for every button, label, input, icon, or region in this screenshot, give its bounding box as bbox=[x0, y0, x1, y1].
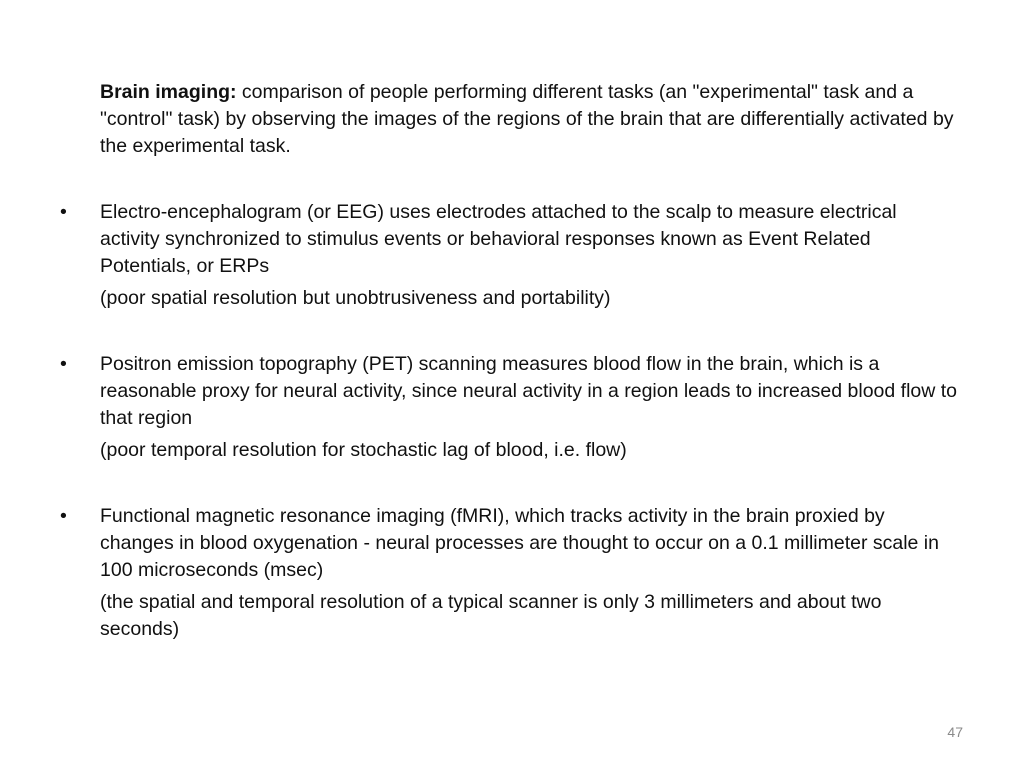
page-number: 47 bbox=[947, 724, 963, 740]
bullet-text: Electro-encephalogram (or EEG) uses electrodes attached to the scalp to measure electrical activity synchronized to stimulus events or behavioral responses known as Event Related Potentials, or ERPs bbox=[100, 201, 897, 277]
bullet-pet bbox=[60, 351, 960, 464]
intro-paragraph bbox=[100, 79, 960, 160]
slide-content bbox=[60, 79, 960, 643]
bullet-text: Positron emission topography (PET) scanning measures blood flow in the brain, which is a reasonable proxy for neural activity, since neural activity in a region leads to increased blood flow to that region bbox=[100, 353, 958, 429]
bullet-marker: • bbox=[60, 353, 67, 375]
bullet-note: (the spatial and temporal resolution of a typical scanner is only 3 millimeters and about two seconds) bbox=[100, 591, 882, 640]
bullet-note: (poor spatial resolution but unobtrusiveness and portability) bbox=[100, 287, 611, 309]
intro-lead: Brain imaging: bbox=[100, 81, 237, 103]
bullet-fmri bbox=[60, 503, 960, 643]
bullet-marker: • bbox=[60, 505, 67, 527]
bullet-text: Functional magnetic resonance imaging (fMRI), which tracks activity in the brain proxied by changes in blood oxygenation - neural processes are thought to occur on a 0.1 millimeter scale in 100 microseconds (msec) bbox=[100, 505, 939, 581]
bullet-eeg bbox=[60, 199, 960, 312]
intro-text: comparison of people performing different tasks (an "experimental" task and a "control" task) by observing the images of the regions of the brain that are differentially activated by the experimental task. bbox=[100, 81, 954, 157]
bullet-marker: • bbox=[60, 201, 67, 223]
bullet-note: (poor temporal resolution for stochastic lag of blood, i.e. flow) bbox=[100, 439, 627, 461]
